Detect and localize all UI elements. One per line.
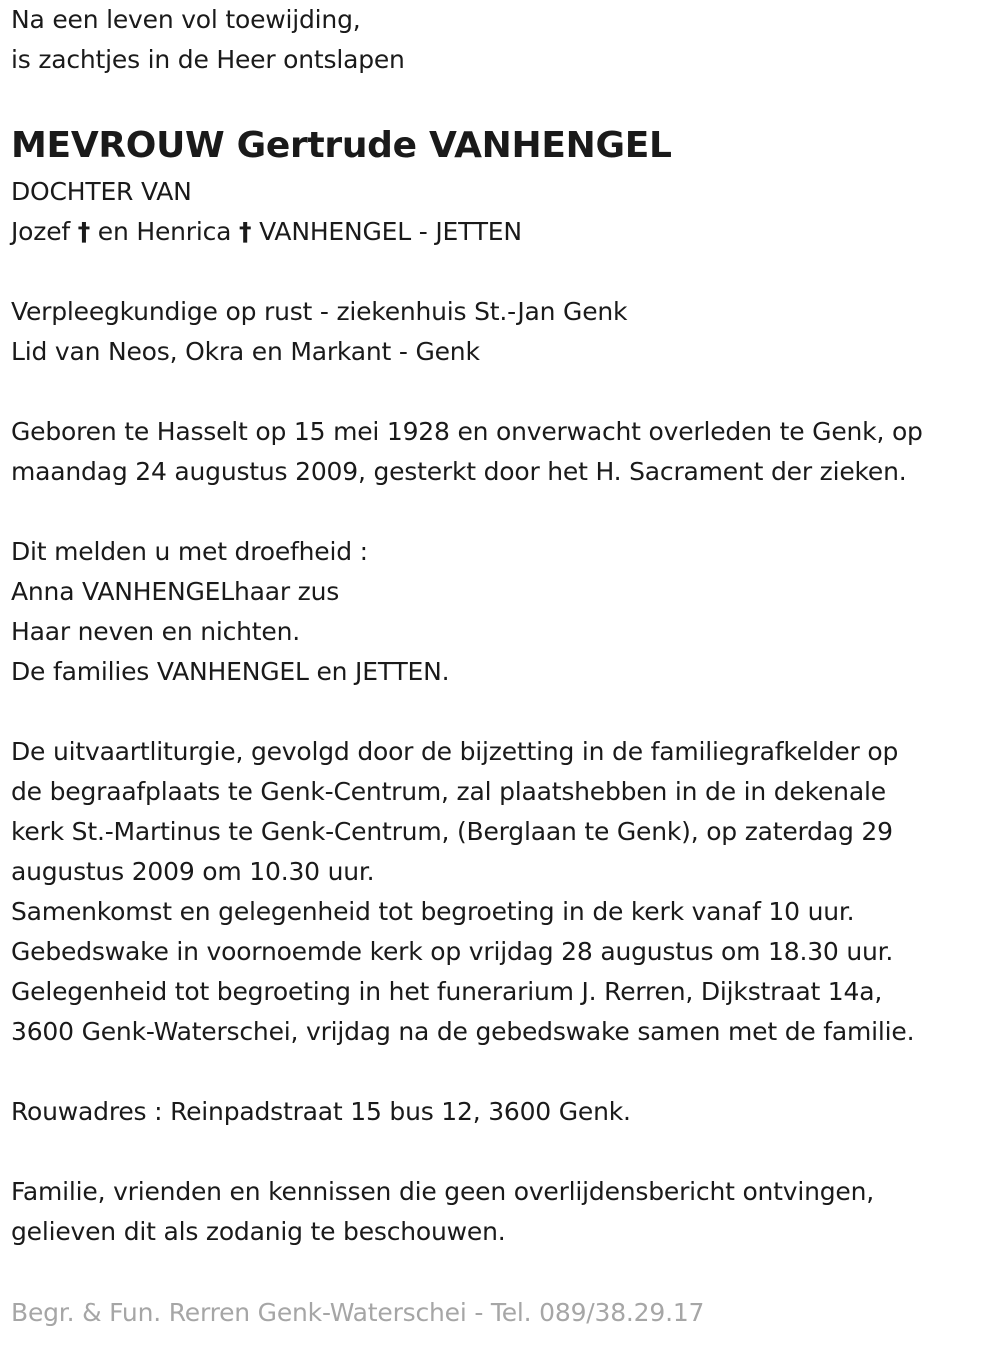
funeral-line: kerk St.-Martinus te Genk-Centrum, (Berglaan te Genk), op zaterdag 29	[11, 817, 893, 846]
obituary-notice	[11, 0, 991, 1252]
spacer	[11, 1052, 991, 1092]
parents-connector: en Henrica	[97, 217, 232, 246]
spacer	[11, 1132, 991, 1172]
spacer	[11, 692, 991, 732]
deceased-name: MEVROUW Gertrude VANHENGEL	[11, 125, 672, 166]
funeral-line: De uitvaartliturgie, gevolgd door de bijzetting in de familiegrafkelder op	[11, 737, 899, 766]
funeral-line: augustus 2009 om 10.30 uur.	[11, 857, 375, 886]
mourner-item: Haar neven en nichten.	[11, 617, 300, 646]
notice-line-1: Familie, vrienden en kennissen die geen overlijdensbericht ontvingen,	[11, 1177, 875, 1206]
relation-label: DOCHTER VAN	[11, 177, 192, 206]
funeral-line: Samenkomst en gelegenheid tot begroeting in de kerk vanaf 10 uur.	[11, 897, 855, 926]
parents-line	[11, 212, 991, 252]
funeral-line: Gebedswake in voornoemde kerk op vrijdag 28 augustus om 18.30 uur.	[11, 937, 894, 966]
funeral-home-footer: Begr. & Fun. Rerren Genk-Waterschei - Tel. 089/38.29.17	[11, 1298, 705, 1327]
intro-line-1: Na een leven vol toewijding,	[11, 5, 361, 34]
mourner-item: Anna VANHENGELhaar zus	[11, 577, 340, 606]
notice-line-2: gelieven dit als zodanig te beschouwen.	[11, 1217, 506, 1246]
intro-line-2: is zachtjes in de Heer ontslapen	[11, 45, 405, 74]
cross-icon: †	[239, 217, 252, 246]
spacer	[11, 80, 991, 120]
spacer	[11, 252, 991, 292]
funeral-line: 3600 Genk-Waterschei, vrijdag na de gebedswake samen met de familie.	[11, 1017, 915, 1046]
funeral-line: Gelegenheid tot begroeting in het funerarium J. Rerren, Dijkstraat 14a,	[11, 977, 883, 1006]
mourners-heading: Dit melden u met droefheid :	[11, 537, 368, 566]
occupation-line-1: Verpleegkundige op rust - ziekenhuis St.-Jan Genk	[11, 297, 628, 326]
mourner-item: De families VANHENGEL en JETTEN.	[11, 657, 450, 686]
spacer	[11, 372, 991, 412]
birth-death-line-2: maandag 24 augustus 2009, gesterkt door het H. Sacrament der zieken.	[11, 457, 907, 486]
birth-death-line-1: Geboren te Hasselt op 15 mei 1928 en onverwacht overleden te Genk, op	[11, 417, 923, 446]
parents-surname: VANHENGEL - JETTEN	[259, 217, 522, 246]
cross-icon: †	[77, 217, 91, 246]
mourning-address: Rouwadres : Reinpadstraat 15 bus 12, 3600 Genk.	[11, 1097, 631, 1126]
spacer	[11, 492, 991, 532]
father-name: Jozef	[11, 217, 70, 246]
occupation-line-2: Lid van Neos, Okra en Markant - Genk	[11, 337, 480, 366]
funeral-line: de begraafplaats te Genk-Centrum, zal plaatshebben in de in dekenale	[11, 777, 886, 806]
